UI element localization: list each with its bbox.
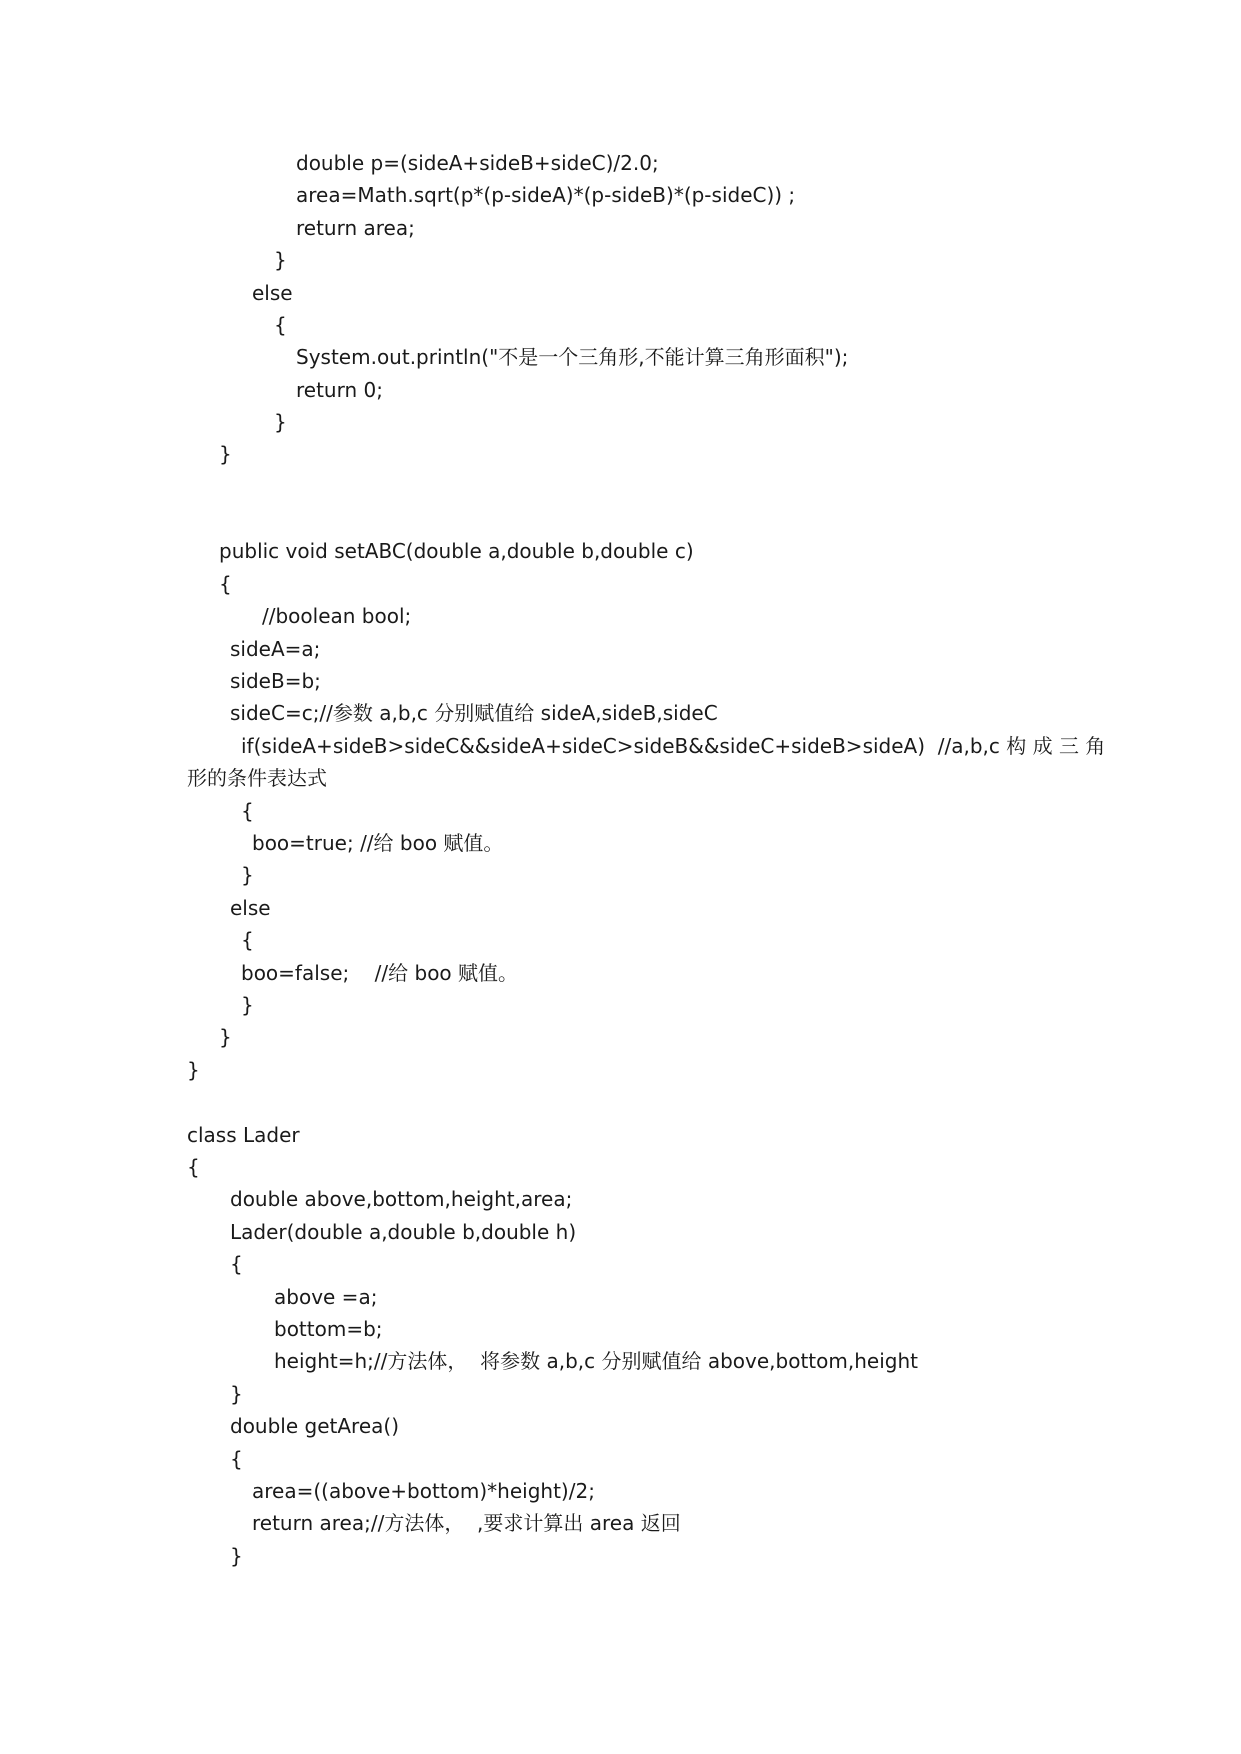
code-line: } xyxy=(274,410,287,434)
code-line: { xyxy=(241,799,254,823)
code-line: { xyxy=(230,1252,243,1276)
code-line: return area;//方法体， ,要求计算出 area 返回 xyxy=(252,1511,681,1535)
code-line: else xyxy=(252,281,293,305)
code-line: sideB=b; xyxy=(230,669,321,693)
code-line: { xyxy=(187,1155,200,1179)
code-line: 形的条件表达式 xyxy=(187,766,327,790)
code-line: bottom=b; xyxy=(274,1317,383,1341)
code-line: { xyxy=(274,313,287,337)
code-line: } xyxy=(230,1382,243,1406)
code-line: above =a; xyxy=(274,1285,378,1309)
code-line: boo=true; //给 boo 赋值。 xyxy=(252,831,504,855)
code-line: } xyxy=(241,993,254,1017)
code-line: System.out.println("不是一个三角形,不能计算三角形面积"); xyxy=(296,345,849,369)
code-line: area=Math.sqrt(p*(p-sideA)*(p-sideB)*(p-sideC)) ; xyxy=(296,183,796,207)
code-line: } xyxy=(187,1058,200,1082)
code-line: sideA=a; xyxy=(230,637,321,661)
code-line: } xyxy=(219,1025,232,1049)
code-line: sideC=c;//参数 a,b,c 分别赋值给 sideA,sideB,sideC xyxy=(230,701,718,725)
code-line: { xyxy=(241,928,254,952)
code-line: //boolean bool; xyxy=(262,604,412,628)
code-line: return 0; xyxy=(296,378,383,402)
code-line: } xyxy=(219,442,232,466)
code-line: } xyxy=(274,248,287,272)
code-line: else xyxy=(230,896,271,920)
code-line: { xyxy=(219,572,232,596)
code-line: double p=(sideA+sideB+sideC)/2.0; xyxy=(296,151,659,175)
code-line: if(sideA+sideB>sideC&&sideA+sideC>sideB&&sideC+sideB>sideA) //a,b,c 构 成 三 角 xyxy=(241,734,1106,758)
code-line: double getArea() xyxy=(230,1414,399,1438)
code-line: area=((above+bottom)*height)/2; xyxy=(252,1479,595,1503)
code-line: double above,bottom,height,area; xyxy=(230,1187,573,1211)
code-line: boo=false; //给 boo 赋值。 xyxy=(241,961,519,985)
code-line: Lader(double a,double b,double h) xyxy=(230,1220,577,1244)
code-line: public void setABC(double a,double b,double c) xyxy=(219,539,694,563)
code-line: } xyxy=(241,863,254,887)
code-line: height=h;//方法体， 将参数 a,b,c 分别赋值给 above,bottom,height xyxy=(274,1349,918,1373)
code-line: return area; xyxy=(296,216,415,240)
code-line: } xyxy=(230,1544,243,1568)
code-line: class Lader xyxy=(187,1123,300,1147)
code-line: { xyxy=(230,1447,243,1471)
